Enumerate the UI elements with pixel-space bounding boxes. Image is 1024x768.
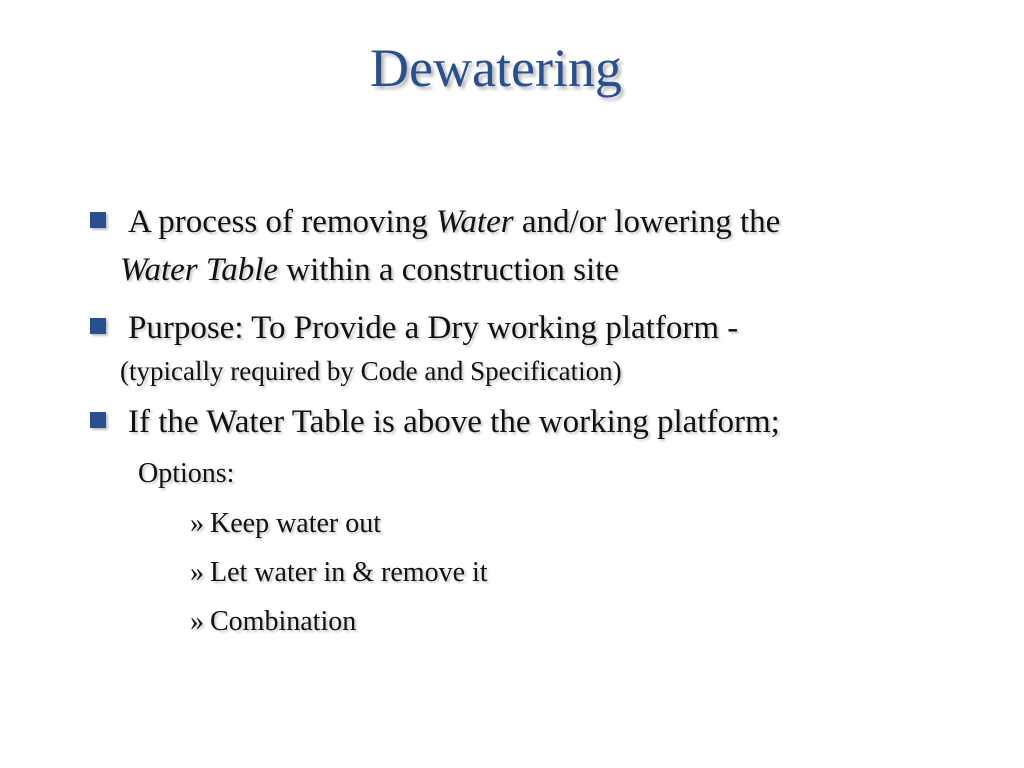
option-3-text: Combination — [210, 606, 357, 637]
bullet-item-3 — [88, 398, 988, 446]
square-bullet-icon — [90, 318, 106, 334]
option-1-text: Keep water out — [210, 508, 382, 539]
raquo-marker: » — [190, 508, 204, 539]
square-bullet-icon — [90, 212, 106, 228]
bullet-3-text: If the Water Table is above the working platform; — [128, 404, 780, 440]
option-item-2 — [190, 553, 488, 602]
bullet-1-text: A process of removing Water and/or lowering the Water Table within a construction site — [128, 204, 988, 294]
bullet-1-line-2: Water Table within a construction site — [120, 252, 619, 288]
bullet-1-italic-water-table: Water Table — [120, 252, 279, 288]
option-item-3 — [190, 602, 488, 651]
raquo-marker: » — [190, 606, 204, 637]
bullet-item-1 — [88, 198, 988, 294]
options-label: Options: — [138, 458, 235, 489]
option-item-1 — [190, 504, 488, 553]
bullet-1-italic-water: Water — [435, 204, 514, 240]
options-list — [190, 504, 488, 651]
square-bullet-icon — [90, 412, 106, 428]
slide-title: Dewatering — [370, 38, 622, 98]
bullet-2-subtext: (typically required by Code and Specification) — [120, 356, 622, 386]
option-2-text: Let water in & remove it — [210, 557, 488, 588]
bullet-item-2 — [88, 304, 988, 390]
bullet-2-text: Purpose: To Provide a Dry working platform - — [128, 310, 739, 346]
bullet-list — [88, 198, 988, 446]
raquo-marker: » — [190, 557, 204, 588]
